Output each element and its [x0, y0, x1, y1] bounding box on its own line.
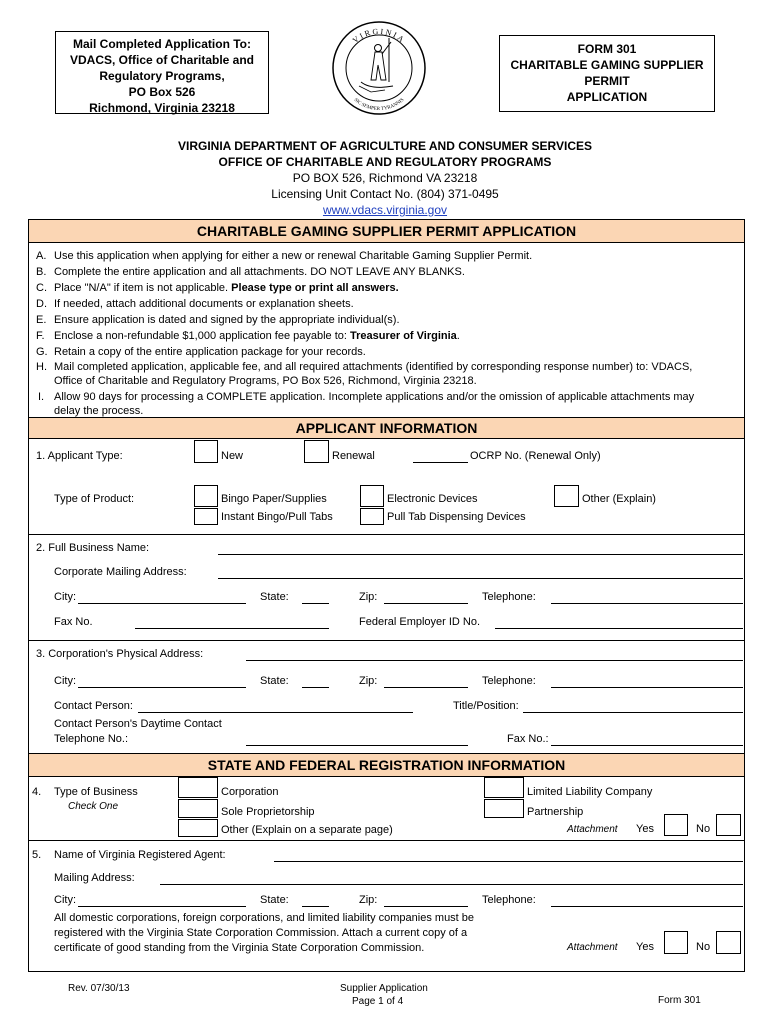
instruction-text-cont: Office of Charitable and Regulatory Programs, PO Box 526, Richmond, Virginia 23218. — [54, 375, 477, 387]
q4-number: 4. — [32, 786, 42, 798]
renewal-checkbox[interactable] — [304, 440, 329, 463]
main-title-band: CHARITABLE GAMING SUPPLIER PERMIT APPLICATION — [29, 219, 744, 243]
telephone-field[interactable] — [551, 906, 743, 907]
product-label: Type of Product: — [54, 493, 135, 505]
q2-label: 2. Full Business Name: — [36, 542, 150, 554]
partnership-label: Partnership — [527, 806, 584, 818]
instruction-text: Enclose a non-refundable $1,000 application fee payable to: — [54, 330, 350, 342]
q1-label: 1. Applicant Type: — [36, 450, 123, 462]
state-label: State: — [260, 591, 289, 603]
corporation-checkbox[interactable] — [178, 777, 218, 798]
fax-label: Fax No. — [54, 616, 93, 628]
instruction-letter: A. — [36, 250, 47, 262]
registration-band: STATE AND FEDERAL REGISTRATION INFORMATION — [29, 753, 744, 777]
other-business-checkbox[interactable] — [178, 819, 218, 837]
zip-field[interactable] — [384, 906, 468, 907]
llc-label: Limited Liability Company — [527, 786, 653, 798]
state-field[interactable] — [302, 687, 329, 688]
business-name-field[interactable] — [218, 554, 743, 555]
physical-address-field[interactable] — [246, 660, 743, 661]
corporation-label: Corporation — [221, 786, 279, 798]
zip-label: Zip: — [359, 675, 378, 687]
instruction-text: Place "N/A" if item is not applicable. — [54, 282, 232, 294]
ocrp-label: OCRP No. (Renewal Only) — [470, 450, 601, 462]
q5-attachment-yes-checkbox[interactable] — [664, 931, 688, 954]
instruction-text: Mail completed application, applicable fee, and all required attachments (identified by corresponding response number) to: VDACS, — [54, 361, 693, 373]
org-address: PO BOX 526, Richmond VA 23218 — [292, 171, 478, 185]
renewal-label: Renewal — [332, 450, 375, 462]
state-field[interactable] — [302, 603, 329, 604]
agent-mailing-field[interactable] — [160, 884, 743, 885]
city-field[interactable] — [78, 906, 246, 907]
new-label: New — [221, 450, 244, 462]
form-title-line-4: APPLICATION — [566, 90, 648, 104]
sole-proprietorship-checkbox[interactable] — [178, 799, 218, 818]
telephone-label: Telephone: — [482, 675, 536, 687]
mail-to-line-3: Regulatory Programs, — [99, 69, 225, 83]
telephone-field[interactable] — [551, 687, 743, 688]
fax2-label: Fax No.: — [507, 733, 549, 745]
q4-attachment-yes-checkbox[interactable] — [664, 814, 688, 836]
pull-tab-checkbox[interactable] — [360, 508, 384, 525]
registration-note-2: registered with the Virginia State Corporation Commission. Attach a current copy of a — [54, 927, 468, 939]
instruction-letter: E. — [36, 314, 47, 326]
daytime-phone-field[interactable] — [246, 745, 468, 746]
q4-attachment-no-checkbox[interactable] — [716, 814, 741, 836]
instant-bingo-checkbox[interactable] — [194, 508, 218, 525]
new-checkbox[interactable] — [194, 440, 218, 463]
mailing-label: Corporate Mailing Address: — [54, 566, 187, 578]
telephone-label: Telephone: — [482, 591, 536, 603]
instant-bingo-label: Instant Bingo/Pull Tabs — [221, 511, 333, 523]
city-label: City: — [54, 894, 76, 906]
form-title-box — [499, 35, 715, 112]
instruction-text: Allow 90 days for processing a COMPLETE application. Incomplete applications and/or the omission of applicable attachments may — [54, 391, 695, 403]
electronic-checkbox[interactable] — [360, 485, 384, 507]
yes-label: Yes — [636, 823, 654, 835]
fax-field[interactable] — [135, 628, 329, 629]
separator — [29, 534, 744, 535]
virginia-seal-icon — [331, 20, 427, 116]
city-field[interactable] — [78, 603, 246, 604]
footer-form-number: Form 301 — [658, 995, 701, 1006]
fein-label: Federal Employer ID No. — [359, 616, 481, 628]
instruction-letter: B. — [36, 266, 47, 278]
instruction-bold: Please type or print all answers. — [231, 282, 399, 294]
attachment-label: Attachment — [567, 942, 618, 953]
seal-top-text: VIRGINIA — [350, 26, 408, 46]
separator — [29, 840, 744, 841]
city-field[interactable] — [78, 687, 246, 688]
telephone-field[interactable] — [551, 603, 743, 604]
instruction-after: . — [456, 330, 460, 342]
instruction-letter: F. — [36, 330, 45, 342]
mail-to-line-2: VDACS, Office of Charitable and — [69, 53, 255, 67]
department-name: VIRGINIA DEPARTMENT OF AGRICULTURE AND CONSUMER SERVICES — [177, 139, 593, 153]
sole-proprietorship-label: Sole Proprietorship — [221, 806, 315, 818]
q5-attachment-no-checkbox[interactable] — [716, 931, 741, 954]
state-label: State: — [260, 894, 289, 906]
q5-label: Name of Virginia Registered Agent: — [54, 849, 226, 861]
registration-note-3: certificate of good standing from the Virginia State Corporation Commission. — [54, 942, 425, 954]
state-field[interactable] — [302, 906, 329, 907]
daytime-label-1: Contact Person's Daytime Contact — [54, 718, 222, 730]
mailing-address-field[interactable] — [218, 578, 743, 579]
instruction-letter: G. — [36, 346, 48, 358]
mail-to-box — [55, 31, 269, 114]
zip-field[interactable] — [384, 603, 468, 604]
instruction-bold: Treasurer of Virginia — [350, 330, 457, 342]
contact-person-label: Contact Person: — [54, 700, 133, 712]
partnership-checkbox[interactable] — [484, 799, 524, 818]
city-label: City: — [54, 675, 76, 687]
instruction-letter: I. — [38, 391, 45, 403]
instruction-letter: D. — [36, 298, 47, 310]
title-position-field[interactable] — [523, 712, 743, 713]
office-name: OFFICE OF CHARITABLE AND REGULATORY PROGRAMS — [218, 155, 552, 169]
zip-field[interactable] — [384, 687, 468, 688]
instruction-text: Retain a copy of the entire application package for your records. — [54, 346, 366, 358]
org-contact: Licensing Unit Contact No. (804) 371-0495 — [271, 187, 499, 201]
telephone-label: Telephone: — [482, 894, 536, 906]
state-label: State: — [260, 675, 289, 687]
registration-note-1: All domestic corporations, foreign corporations, and limited liability companies must be — [54, 912, 475, 924]
other-business-label: Other (Explain on a separate page) — [221, 824, 393, 836]
other-product-checkbox[interactable] — [554, 485, 579, 507]
zip-label: Zip: — [359, 894, 378, 906]
pull-tab-label: Pull Tab Dispensing Devices — [387, 511, 526, 523]
check-one-note: Check One — [68, 801, 119, 812]
instruction-text-cont: delay the process. — [54, 405, 144, 417]
registered-agent-field[interactable] — [274, 861, 743, 862]
other-product-label: Other (Explain) — [582, 493, 656, 505]
mail-to-line-5: Richmond, Virginia 23218 — [89, 101, 235, 115]
zip-label: Zip: — [359, 591, 378, 603]
svg-text:VIRGINIA — [351, 27, 407, 45]
city-label: City: — [54, 591, 76, 603]
fein-field[interactable] — [495, 628, 743, 629]
title-position-label: Title/Position: — [453, 700, 519, 712]
attachment-label: Attachment — [567, 824, 618, 835]
applicant-band: APPLICANT INFORMATION — [29, 417, 744, 439]
mail-to-line-1: Mail Completed Application To: — [73, 37, 251, 51]
fax2-field[interactable] — [551, 745, 743, 746]
agent-mailing-label: Mailing Address: — [54, 872, 135, 884]
q5-number: 5. — [32, 849, 42, 861]
instruction-letter: H. — [36, 361, 47, 373]
form-title-line-3: PERMIT — [584, 74, 630, 88]
instruction-letter: C. — [36, 282, 47, 294]
yes-label: Yes — [636, 941, 654, 953]
separator — [29, 640, 744, 641]
instruction-text: Ensure application is dated and signed by the appropriate individual(s). — [54, 314, 400, 326]
q3-label: 3. Corporation's Physical Address: — [36, 648, 204, 660]
footer-app-name: Supplier Application — [340, 983, 428, 994]
form-number: FORM 301 — [577, 42, 637, 56]
bingo-paper-label: Bingo Paper/Supplies — [221, 493, 327, 505]
instruction-text: Use this application when applying for either a new or renewal Charitable Gaming Supplier Permit. — [54, 250, 533, 262]
no-label: No — [696, 823, 711, 835]
bingo-paper-checkbox[interactable] — [194, 485, 218, 507]
seal-bottom-text: SIC SEMPER TYRANNIS — [352, 97, 406, 113]
form-title-line-2: CHARITABLE GAMING SUPPLIER — [510, 58, 704, 72]
q4-label: Type of Business — [54, 786, 138, 798]
no-label: No — [696, 941, 711, 953]
electronic-label: Electronic Devices — [387, 493, 478, 505]
instruction-text: Complete the entire application and all attachments. DO NOT LEAVE ANY BLANKS. — [54, 266, 465, 278]
daytime-label-2: Telephone No.: — [54, 733, 128, 745]
contact-person-field[interactable] — [138, 712, 413, 713]
ocrp-field[interactable] — [413, 462, 468, 463]
page-number: Page 1 of 4 — [352, 996, 404, 1007]
llc-checkbox[interactable] — [484, 777, 524, 798]
instruction-text: If needed, attach additional documents or explanation sheets. — [54, 298, 354, 310]
revision-date: Rev. 07/30/13 — [68, 983, 130, 994]
website-link[interactable]: www.vdacs.virginia.gov — [322, 203, 448, 217]
mail-to-line-4: PO Box 526 — [128, 85, 196, 99]
